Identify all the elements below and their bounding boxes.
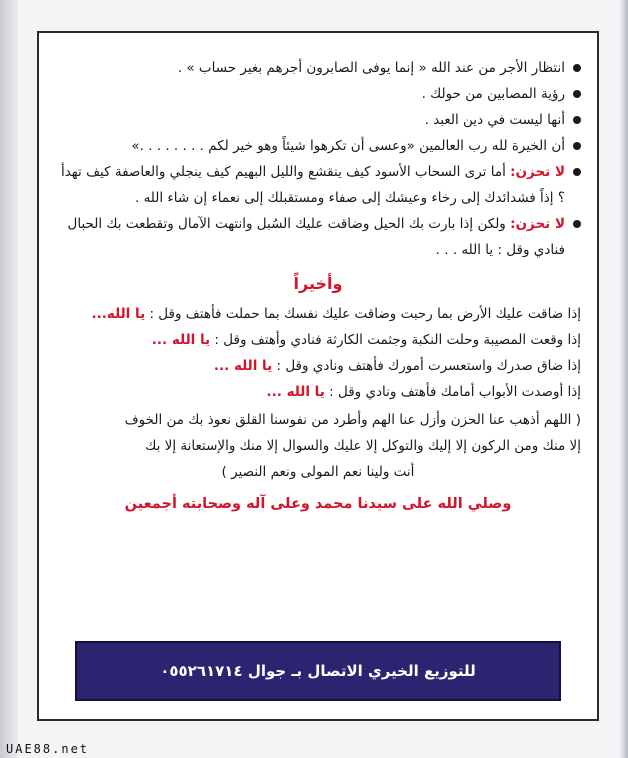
call-line-call: يا الله ...: [266, 384, 325, 400]
bullet-item: [55, 159, 581, 211]
call-line-call: يا الله...: [91, 306, 146, 322]
bullet-text: ولكن إذا بارت بك الحيل وضاقت عليك السُبل وانتهت الآمال وتقطعت بك الحبال فنادي وقل : يا الله . . .: [67, 216, 565, 258]
bullet-label: لا تحزن:: [510, 216, 565, 232]
closing-text: وصلي الله على سيدنا محمد وعلى آله وصحابته أجمعين: [124, 496, 512, 512]
call-line: [55, 301, 581, 327]
bullet-item: [55, 211, 581, 263]
bullet-item: [55, 133, 581, 159]
bullet-text: أن الخيرة لله رب العالمين «وعسى أن تكرهوا شيئاً وهو خير لكم . . . . . . . .»: [131, 138, 565, 154]
call-line-text: إذا وقعت المصيبة وحلت النكبة وجثمت الكارثة فنادي وأهتف وقل :: [214, 332, 581, 348]
call-line-text: إذا ضاقت عليك الأرض بما رحبت وضاقت عليك نفسك بما حملت فأهتف وقل :: [149, 306, 581, 322]
bullet-item: [55, 81, 581, 107]
bullet-item: [55, 107, 581, 133]
contact-banner: [75, 641, 561, 701]
section-heading: وأخيراً: [293, 274, 343, 293]
bullet-label: لا تحزن:: [510, 164, 565, 180]
call-line: [55, 327, 581, 353]
bullet-text: انتظار الأجر من عند الله « إنما يوفى الصابرون أجرهم بغير حساب » .: [177, 60, 565, 76]
call-line-call: يا الله ...: [151, 332, 211, 348]
document-body: [55, 55, 581, 517]
document-frame: [37, 31, 599, 721]
prayer-block: [55, 407, 581, 485]
bullet-item: [55, 55, 581, 81]
call-line-text: إذا ضاق صدرك واستعسرت أمورك فأهتف ونادي وقل :: [276, 358, 581, 374]
call-line: [55, 379, 581, 405]
prayer-line: ( اللهم أذهب عنا الحزن وأزل عنا الهم وأطرد من نفوسنا القلق نعوذ بك من الخوف: [124, 412, 581, 428]
prayer-line: إلا منك ومن الركون إلا إليك والتوكل إلا عليك والسوال إلا منك والإستعانة إلا بك: [145, 438, 581, 454]
call-line: [55, 353, 581, 379]
scan-edge-right: [620, 0, 628, 758]
call-line-call: يا الله ...: [213, 358, 273, 374]
scan-edge-left: [0, 0, 18, 758]
prayer-line: أنت ولينا نعم المولى ونعم النصير ): [221, 464, 415, 480]
site-watermark: UAE88.net: [6, 742, 90, 756]
bullet-text: أما ترى السحاب الأسود كيف ينقشع والليل البهيم كيف ينجلي والعاصفة كيف تهدأ ؟ إذاً فشدائدك إلى رخاء وعيشك إلى صفاء ومستقبلك إلى نعماء إن شاء الله .: [60, 164, 565, 206]
call-line-text: إذا أوصدت الأبواب أمامك فأهتف ونادي وقل :: [329, 384, 581, 400]
bullet-text: أنها ليست في دين العبد .: [424, 112, 565, 128]
contact-banner-text: للتوزيع الخيري الاتصال بـ جوال ٠٥٥٢٦١٧١٤: [160, 662, 476, 680]
bullet-text: رؤية المصابين من حولك .: [421, 86, 565, 102]
